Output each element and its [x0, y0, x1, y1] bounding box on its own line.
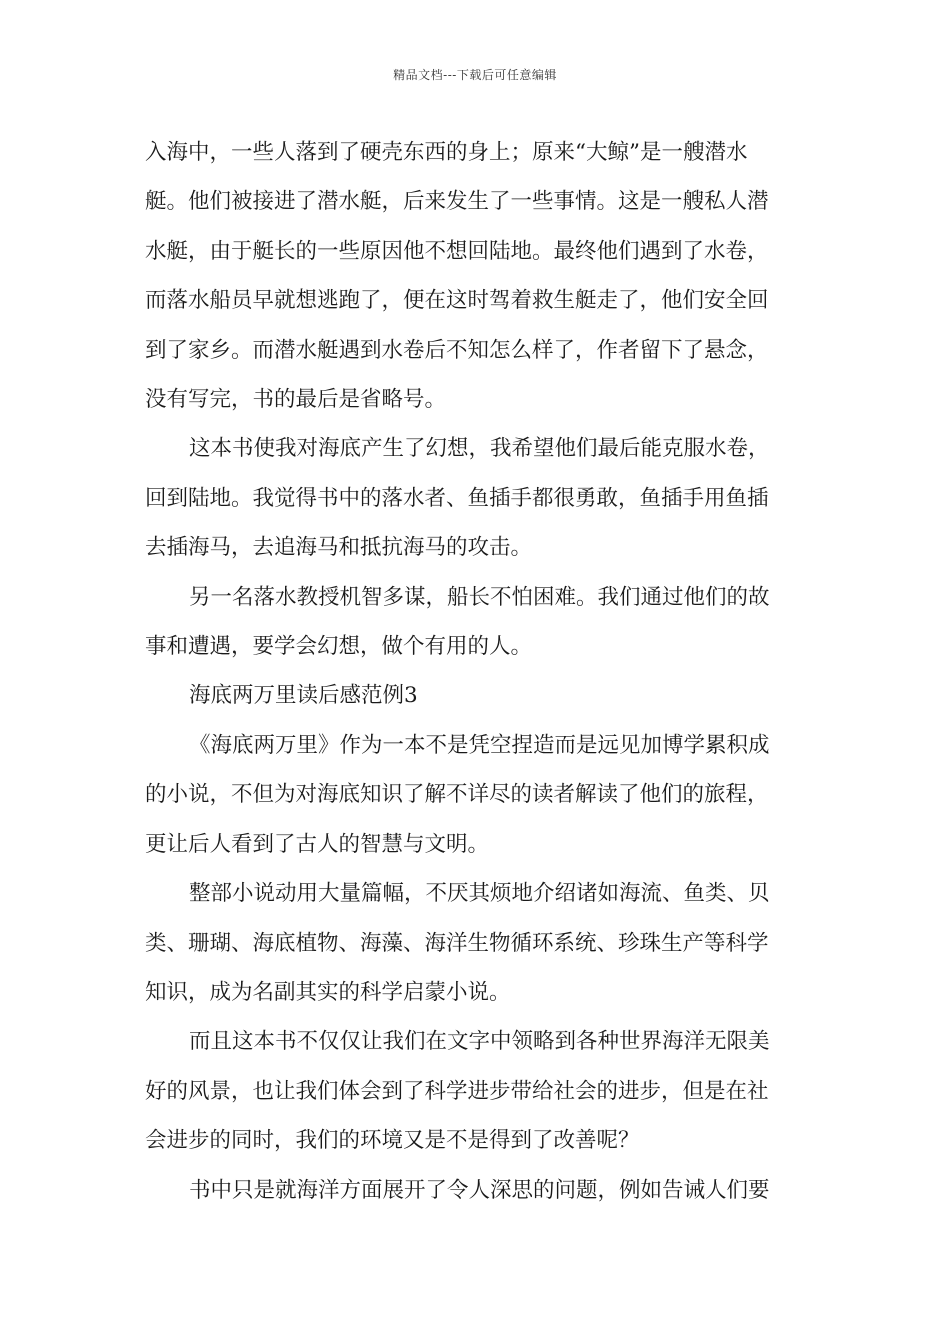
text-line: 没有写完，书的最后是省略号。 [145, 387, 447, 413]
text-line: 而落水船员早就想逃跑了，便在这时驾着救生艇走了，他们安全回 [145, 288, 769, 314]
document-body [145, 128, 810, 1215]
text-line: 类、珊瑚、海底植物、海藻、海洋生物循环系统、珍珠生产等科学 [145, 930, 769, 956]
text-line: 另一名落水教授机智多谋，船长不怕困难。我们通过他们的故 [189, 584, 770, 610]
paragraph [145, 1166, 810, 1215]
paragraph [145, 721, 810, 869]
text-line: 去插海马，去追海马和抵抗海马的攻击。 [145, 535, 533, 561]
paragraph [145, 869, 810, 1017]
paragraph [145, 424, 810, 572]
text-line: 知识，成为名副其实的科学启蒙小说。 [145, 979, 511, 1005]
section-title [145, 671, 810, 720]
text-line: 好的风景，也让我们体会到了科学进步带给社会的进步，但是在社 [145, 1078, 769, 1104]
text-line: 艇。他们被接进了潜水艇，后来发生了一些事情。这是一艘私人潜 [145, 189, 769, 215]
paragraph [145, 573, 810, 672]
text-line: 的小说，不但为对海底知识了解不详尽的读者解读了他们的旅程， [145, 782, 769, 808]
text-line: 到了家乡。而潜水艇遇到水卷后不知怎么样了，作者留下了悬念， [145, 337, 769, 363]
text-line: 会进步的同时，我们的环境又是不是得到了改善呢？ [145, 1128, 640, 1154]
section-title-text: 海底两万里读后感范例3 [189, 683, 418, 709]
text-line: 回到陆地。我觉得书中的落水者、鱼插手都很勇敢，鱼插手用鱼插 [145, 485, 769, 511]
text-line: 这本书使我对海底产生了幻想，我希望他们最后能克服水卷， [189, 436, 770, 462]
text-line: 整部小说动用大量篇幅，不厌其烦地介绍诸如海流、鱼类、贝 [189, 881, 770, 907]
text-line: 而且这本书不仅仅让我们在文字中领略到各种世界海洋无限美 [189, 1029, 770, 1055]
paragraph [145, 128, 810, 424]
text-line: 更让后人看到了古人的智慧与文明。 [145, 831, 490, 857]
text-line: 书中只是就海洋方面展开了令人深思的问题，例如告诫人们要 [189, 1177, 770, 1203]
paragraph [145, 1017, 810, 1165]
page-header: 精品文档---下载后可任意编辑 [393, 68, 557, 82]
text-line: 事和遭遇，要学会幻想，做个有用的人。 [145, 634, 533, 660]
text-line: 入海中，一些人落到了硬壳东西的身上；原来“大鲸”是一艘潜水 [145, 140, 748, 165]
text-line: 《海底两万里》作为一本不是凭空捏造而是远见加博学累积成 [189, 732, 770, 758]
text-line: 水艇，由于艇长的一些原因他不想回陆地。最终他们遇到了水卷， [145, 238, 769, 264]
